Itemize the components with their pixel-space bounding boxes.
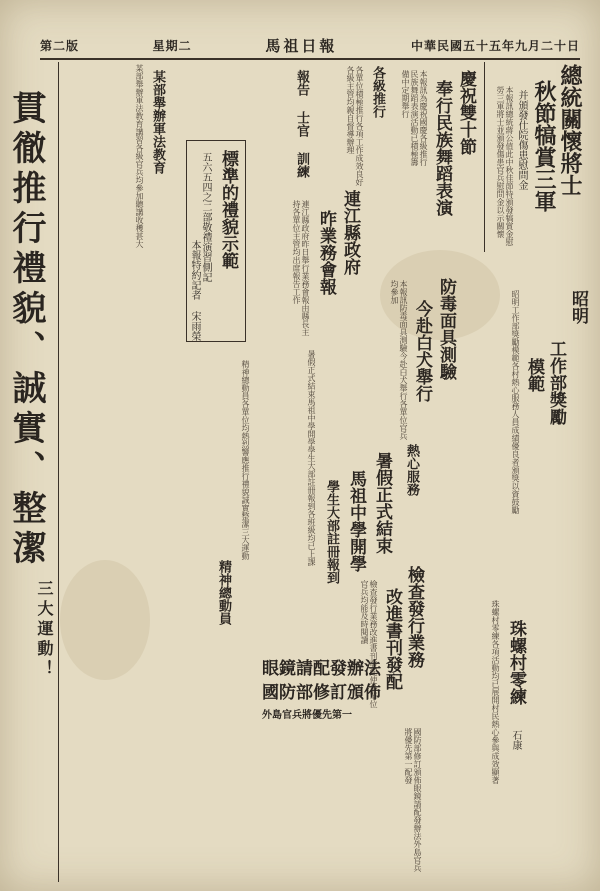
- headline-model: 模範: [524, 358, 544, 392]
- page-number: 第二版: [40, 38, 80, 53]
- headline-eyeglasses: 眼鏡請配發辦法: [262, 659, 381, 679]
- headline-autumn-sub: 并頒發仕院傷患慰問金: [516, 90, 527, 190]
- slogan-sub: 三大運動！: [35, 580, 54, 680]
- headline-report: 報告 士官 訓練: [294, 70, 309, 178]
- headline-business: 昨業務會報: [316, 210, 336, 295]
- headline-autumn: 秋節犒賞三軍: [531, 80, 557, 212]
- masthead-rule: [40, 58, 580, 60]
- article-text: 本報訊為慶祝國慶各級推行民族舞蹈表演活動已積極籌備中定期舉行: [401, 70, 428, 166]
- etiquette-credit: 本報特約記者 宋雨榮: [189, 240, 200, 341]
- headline-double-ten: 慶祝雙十節: [456, 70, 476, 155]
- column-rule: [58, 62, 59, 882]
- headline-books: 改進書刊發配: [382, 588, 402, 690]
- headline-baiquan: 今赴白犬舉行: [412, 300, 432, 402]
- weekday: 星期二: [152, 38, 192, 53]
- slogan-main: 貫徹推行禮貌、誠實、整潔: [6, 90, 46, 570]
- headline-summer: 暑假正式結束: [372, 452, 392, 554]
- headline-defense: 國防部修訂頒佈: [262, 683, 381, 703]
- headline-registration: 學生大部註冊報到: [324, 480, 339, 584]
- headline-service: 熱心服務: [404, 444, 419, 496]
- article-text: 珠螺村零練各項活動均已展開村民熱心參與成效顯著: [491, 600, 500, 784]
- headline-matsu-school: 馬祖中學開學: [346, 470, 366, 572]
- article-text: 某部舉辦軍法教育講習各級官兵均參加聽講收穫甚大: [135, 64, 144, 248]
- article-text: 各單位積極推行各項工作成效良好各級主管均親自督導辦理: [346, 66, 364, 186]
- newspaper-name: 馬祖日報: [265, 36, 338, 55]
- article-text: 精神總動員各單位均熱烈響應推行禮貌誠實整潔三大運動: [241, 360, 250, 560]
- headline-president: 總統關懷將士: [557, 64, 583, 196]
- headline-military-law: 某部舉辦軍法教育: [150, 70, 165, 174]
- headline-folk-dance: 奉行民族舞蹈表演: [432, 80, 452, 216]
- article-text: 暑假正式結束馬祖中學開學學生大部註冊報到各班級均已上課: [307, 350, 316, 566]
- article-text: 本報訊總統蔣公值此中秋佳節特頒發犒賞金慰勞三軍將士並頒發傷患官兵慰問金以示關懷: [496, 86, 514, 246]
- issue-date: 中華民國五十五年九月二十日: [410, 38, 580, 53]
- headline-county: 連江縣政府: [340, 190, 360, 275]
- zhuluo-credit: 石康: [510, 730, 521, 750]
- headline-etiquette: 標準的禮貌示範: [218, 150, 238, 269]
- headline-mobilization: 精神總動員: [216, 560, 231, 625]
- headline-defense-sub: 外島官兵將優先第一: [262, 710, 352, 721]
- headline-award: 工作部獎勵: [546, 340, 566, 425]
- headline-inspection: 檢查發行業務: [404, 566, 424, 668]
- headline-zhaoming: 昭明: [568, 290, 588, 324]
- article-text: 國防部修訂頒佈眼鏡請配發辦法外島官兵將優先第一配發: [404, 728, 422, 872]
- headline-promotion: 各級推行: [370, 66, 385, 118]
- masthead: [40, 36, 580, 54]
- headline-gas-mask: 防毒面具測驗: [436, 278, 456, 380]
- headline-etiquette-sub: 五六五四之二部敬禮演習側記: [200, 152, 211, 282]
- column-rule: [484, 62, 485, 252]
- article-text: 連江縣政府昨日舉行業務會報由縣長主持各單位主管均出席報告工作: [292, 200, 310, 336]
- article-text: 昭明工作部獎勵模範各村熱心服務人員成績優良者頒獎以資鼓勵: [511, 290, 520, 514]
- headline-zhuluo: 珠螺村零練: [506, 620, 526, 705]
- article-text: 本報訊防毒面具測驗今赴白犬舉行各單位官兵均參加: [390, 280, 408, 440]
- article-text: 檢查發行業務改進書刊發配使各單位官兵均能及時閱讀: [360, 580, 378, 708]
